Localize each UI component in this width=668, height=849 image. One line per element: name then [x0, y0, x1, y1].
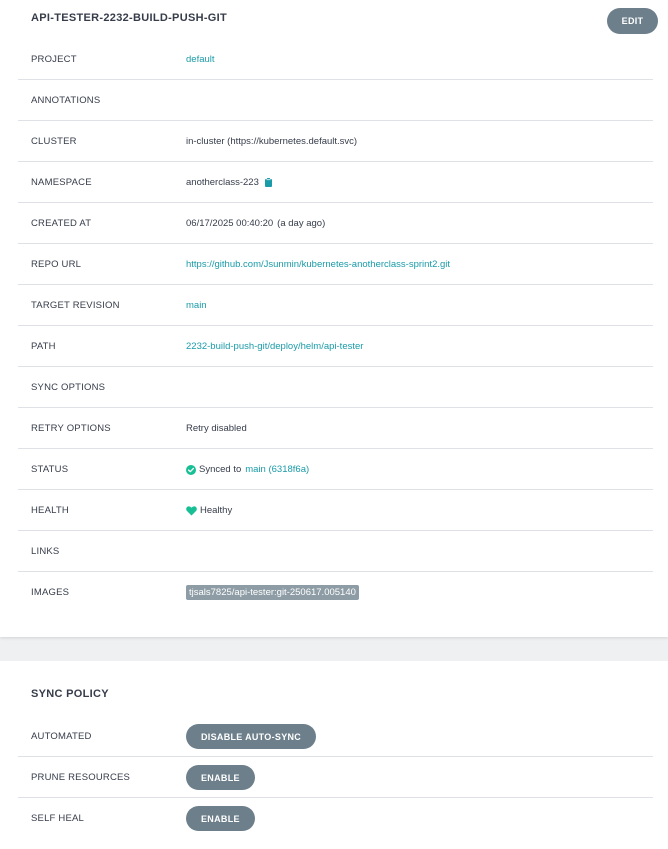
row-project — [18, 39, 653, 80]
created-at-relative: (a day ago) — [277, 218, 326, 229]
row-label: SELF HEAL — [31, 813, 85, 824]
row-status — [18, 449, 653, 490]
sync-policy-title: SYNC POLICY — [31, 688, 109, 700]
row-label: PRUNE RESOURCES — [31, 772, 131, 783]
row-sync-options — [18, 367, 653, 408]
repo-url-link[interactable]: https://github.com/Jsunmin/kubernetes-anotherclass-sprint2.git — [186, 259, 451, 270]
row-path — [18, 326, 653, 367]
row-label: NAMESPACE — [31, 177, 92, 188]
image-tag-badge: tjsals7825/api-tester:git-250617.005140 — [186, 585, 359, 600]
row-images — [18, 572, 653, 613]
project-link[interactable]: default — [186, 54, 215, 65]
row-label: IMAGES — [31, 587, 70, 598]
sync-policy-panel — [0, 661, 668, 849]
clipboard-icon[interactable] — [265, 178, 272, 187]
row-health — [18, 490, 653, 531]
app-title: API-TESTER-2232-BUILD-PUSH-GIT — [31, 12, 228, 24]
target-revision-link[interactable]: main — [186, 300, 207, 311]
row-label: PROJECT — [31, 54, 77, 65]
row-label: LINKS — [31, 546, 60, 557]
health-value: Healthy — [200, 505, 233, 516]
heart-icon — [186, 506, 197, 516]
row-label: CREATED AT — [31, 218, 92, 229]
retry-options-value: Retry disabled — [186, 423, 247, 434]
row-retry-options — [18, 408, 653, 449]
disable-auto-sync-button[interactable]: DISABLE AUTO-SYNC — [186, 724, 316, 749]
row-label: ANNOTATIONS — [31, 95, 101, 106]
row-cluster — [18, 121, 653, 162]
row-automated — [18, 716, 653, 757]
status-prefix: Synced to — [199, 464, 242, 475]
row-created-at — [18, 203, 653, 244]
row-label: AUTOMATED — [31, 731, 92, 742]
namespace-value: anotherclass-223 — [186, 177, 259, 188]
row-label: TARGET REVISION — [31, 300, 120, 311]
sync-policy-rows — [18, 716, 653, 839]
cluster-value: in-cluster (https://kubernetes.default.svc) — [186, 136, 358, 147]
row-label: PATH — [31, 341, 56, 352]
synced-revision-link[interactable]: main (6318f6a) — [245, 464, 310, 475]
row-label: REPO URL — [31, 259, 82, 270]
row-namespace — [18, 162, 653, 203]
row-label: SYNC OPTIONS — [31, 382, 106, 393]
summary-rows — [18, 39, 653, 613]
row-links — [18, 531, 653, 572]
row-self-heal — [18, 798, 653, 839]
row-label: HEALTH — [31, 505, 69, 516]
row-prune-resources — [18, 757, 653, 798]
row-label: CLUSTER — [31, 136, 77, 147]
row-label: STATUS — [31, 464, 69, 475]
row-target-revision — [18, 285, 653, 326]
created-at-value: 06/17/2025 00:40:20 — [186, 218, 274, 229]
row-annotations — [18, 80, 653, 121]
enable-self-heal-button[interactable]: ENABLE — [186, 806, 255, 831]
edit-button[interactable]: EDIT — [607, 8, 658, 34]
row-repo-url — [18, 244, 653, 285]
check-circle-icon — [186, 465, 196, 475]
enable-prune-button[interactable]: ENABLE — [186, 765, 255, 790]
row-label: RETRY OPTIONS — [31, 423, 111, 434]
path-link[interactable]: 2232-build-push-git/deploy/helm/api-tester — [186, 341, 364, 352]
